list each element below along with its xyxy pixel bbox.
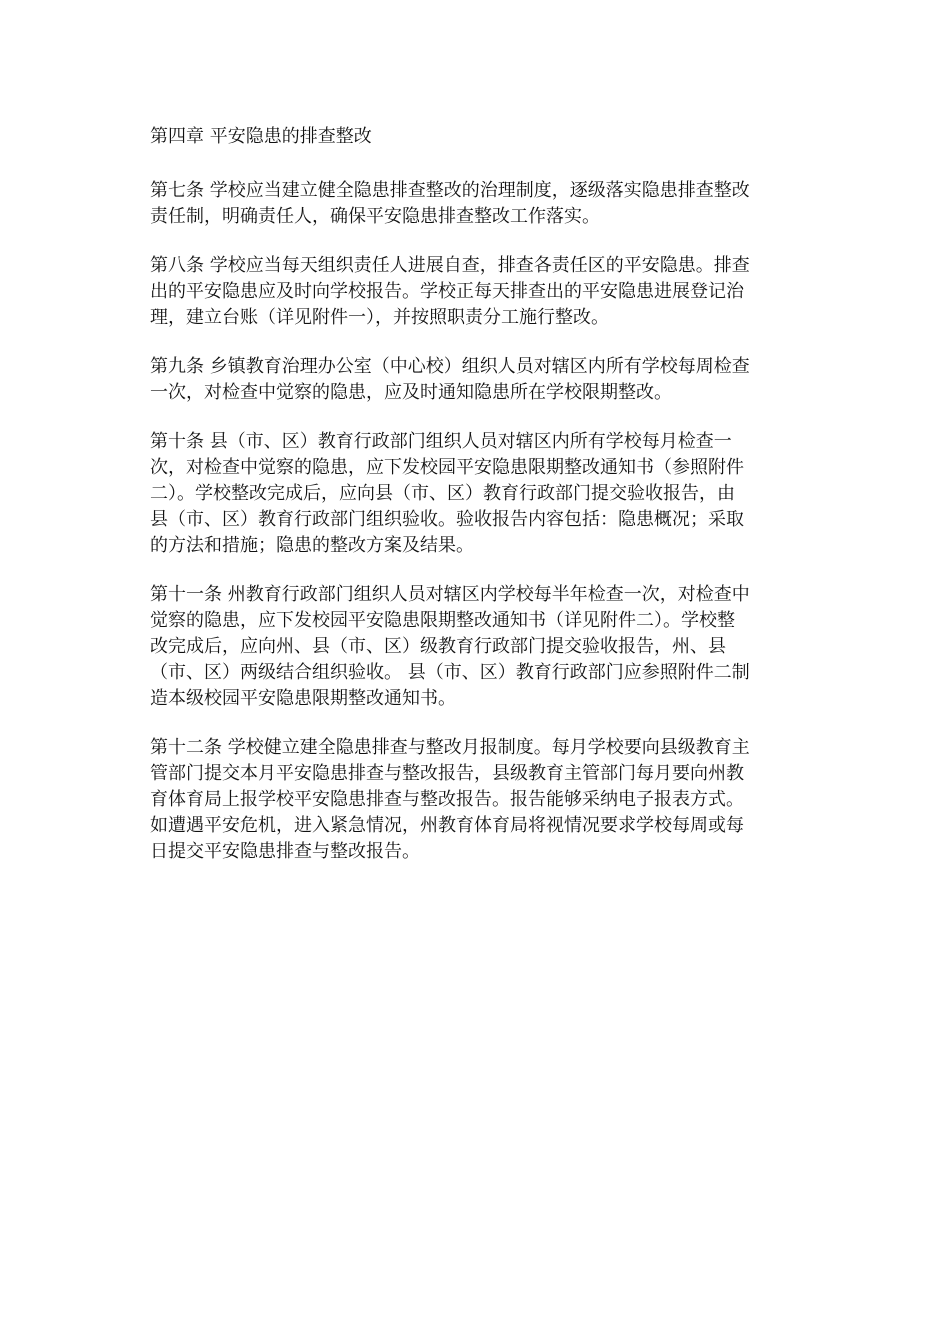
article-line: 如遭遇平安危机，进入紧急情况，州教育体育局将视情况要求学校每周或每 (150, 815, 744, 836)
article-line: （市、区）两级结合组织验收。 县（市、区）教育行政部门应参照附件二制 (150, 662, 750, 683)
article-line: 第十条 县（市、区）教育行政部门组织人员对辖区内所有学校每月检查一 (150, 431, 732, 452)
article-line: 理，建立台账（详见附件一），并按照职责分工施行整改。 (150, 307, 609, 328)
article-line: 管部门提交本月平安隐患排查与整改报告，县级教育主管部门每月要向州教 (150, 763, 744, 784)
article-line: 第九条 乡镇教育治理办公室（中心校）组织人员对辖区内所有学校每周检查 (150, 356, 750, 377)
article-line: 造本级校园平安隐患限期整改通知书。 (150, 688, 456, 709)
article-line: 次，对检查中觉察的隐患，应下发校园平安隐患限期整改通知书（参照附件 (150, 457, 744, 478)
article-line: 第十一条 州教育行政部门组织人员对辖区内学校每半年检查一次，对检查中 (150, 584, 750, 605)
article-line: 出的平安隐患应及时向学校报告。学校正每天排查出的平安隐患进展登记治 (150, 281, 744, 302)
article-line: 第七条 学校应当建立健全隐患排查整改的治理制度，逐级落实隐患排查整改 (150, 180, 750, 201)
article-9 (150, 354, 800, 406)
article-line: 第十二条 学校健立建全隐患排查与整改月报制度。每月学校要向县级教育主 (150, 737, 750, 758)
article-line: 改完成后，应向州、县（市、区）级教育行政部门提交验收报告，州、县 (150, 636, 726, 657)
article-12 (150, 735, 800, 865)
article-line: 觉察的隐患，应下发校园平安隐患限期整改通知书（详见附件二）。学校整 (150, 610, 735, 631)
article-8 (150, 253, 800, 331)
article-line: 县（市、区）教育行政部门组织验收。验收报告内容包括：隐患概况；采取 (150, 509, 744, 530)
article-line: 责任制，明确责任人，确保平安隐患排查整改工作落实。 (150, 206, 600, 227)
article-line: 第八条 学校应当每天组织责任人进展自查，排查各责任区的平安隐患。排查 (150, 255, 750, 276)
document-body (150, 124, 800, 888)
article-line: 日提交平安隐患排查与整改报告。 (150, 841, 420, 862)
chapter-heading: 第四章 平安隐患的排查整改 (150, 126, 372, 147)
article-line: 育体育局上报学校平安隐患排查与整改报告。报告能够采纳电子报表方式。 (150, 789, 744, 810)
article-line: 二）。学校整改完成后，应向县（市、区）教育行政部门提交验收报告，由 (150, 483, 735, 504)
article-line: 的方法和措施；隐患的整改方案及结果。 (150, 535, 474, 556)
article-line: 一次，对检查中觉察的隐患，应及时通知隐患所在学校限期整改。 (150, 382, 672, 403)
article-11 (150, 582, 800, 712)
article-10 (150, 429, 800, 559)
article-7 (150, 178, 800, 230)
